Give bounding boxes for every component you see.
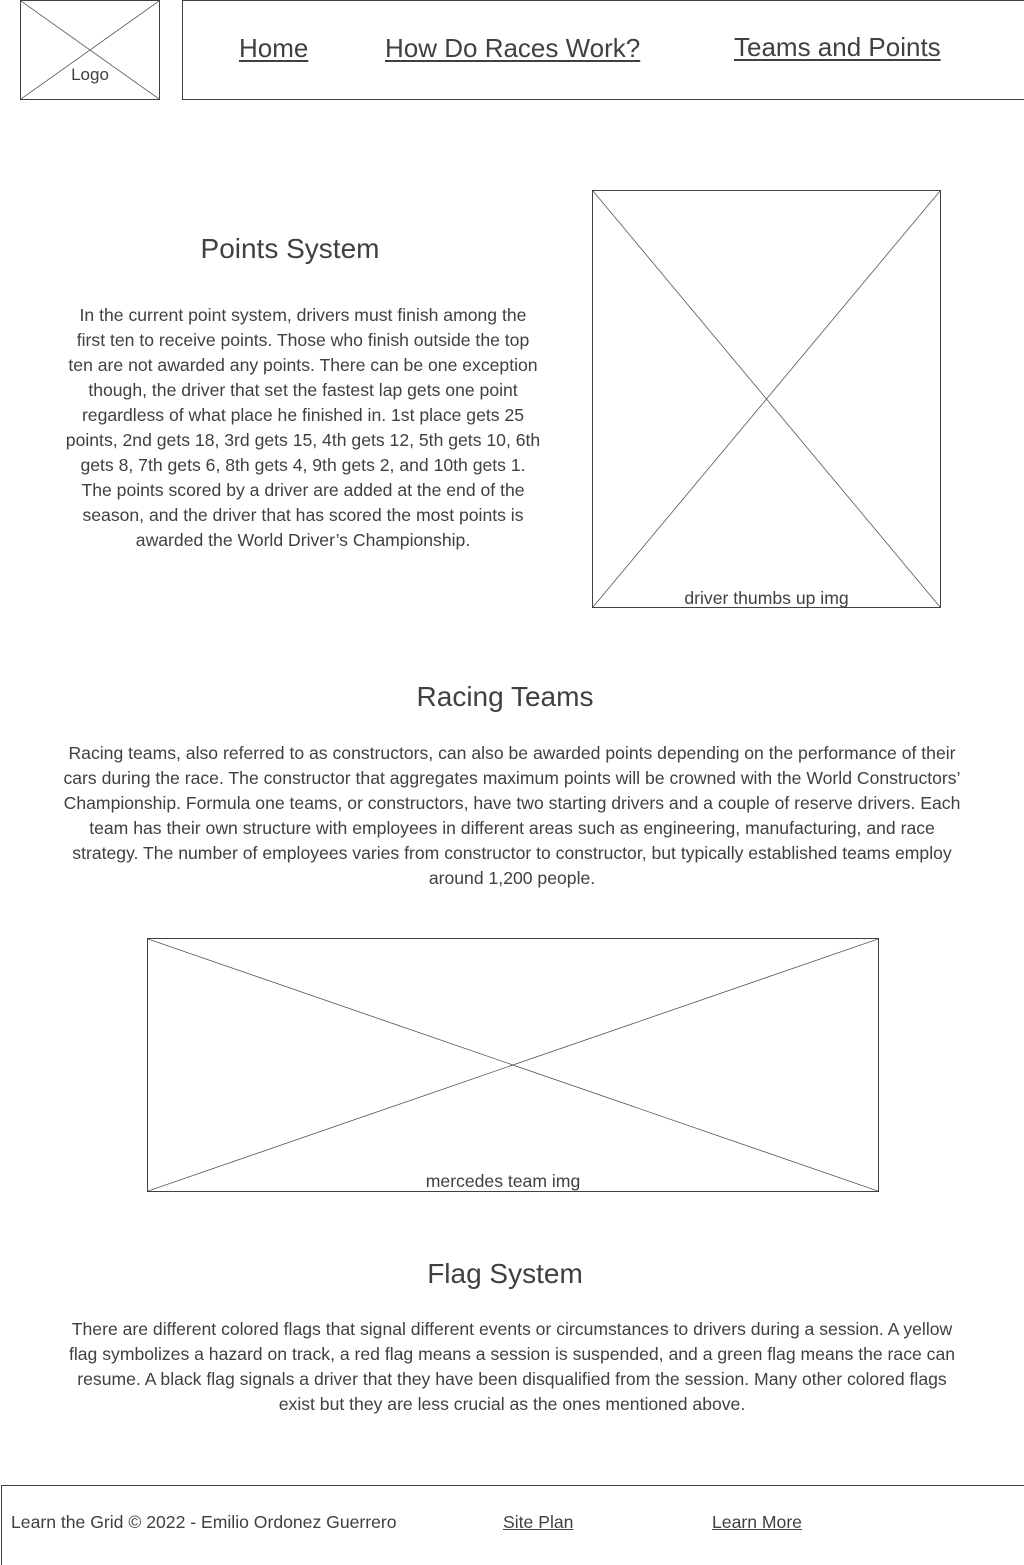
nav-link-teams-and-points[interactable]: Teams and Points [734, 32, 941, 62]
mercedes-image-caption: mercedes team img [425, 1171, 581, 1191]
logo-placeholder[interactable] [20, 0, 160, 100]
footer-link-learn-more[interactable]: Learn More [712, 1512, 802, 1532]
nav-link-home[interactable]: Home [239, 33, 309, 63]
points-system-text: In the current point system, drivers must finish among the first ten to receive points. Those who finish outside the top ten are not awarded any points. There can be one exception though, the driver that set the fastest lap gets one point regardless of what place he finished in. 1st place gets 25 points, 2nd gets 18, 3rd gets 15, 4th gets 12, 5th gets 10, 6th gets 8, 7th gets 6, 8th gets 4, 9th gets 2, and 10th gets 1. The points scored by a driver are added at the end of the season, and the driver that has scored the most points is awarded the World Driver’s Championship. [65, 305, 541, 550]
image-placeholder-cross-icon [148, 939, 878, 1191]
flag-system-text: There are different colored flags that signal different events or circumstances to drivers during a session. A yellow flag symbolizes a hazard on track, a red flag means a session is suspended, and a green flag means the race can resume. A black flag signals a driver that they have been disqualified from the session. Many other colored flags exist but they are less crucial as the ones mentioned above. [68, 1319, 956, 1414]
nav-link-how-do-races-work[interactable]: How Do Races Work? [385, 33, 641, 63]
footer-copyright: Learn the Grid © 2022 - Emilio Ordonez Guerrero [11, 1512, 397, 1532]
image-placeholder-cross-icon [593, 191, 940, 607]
driver-image-placeholder [592, 190, 941, 608]
footer-link-site-plan[interactable]: Site Plan [503, 1512, 574, 1532]
mercedes-team-image-placeholder [147, 938, 879, 1192]
racing-teams-text: Racing teams, also referred to as constructors, can also be awarded points depending on the performance of their cars during the race. The constructor that aggregates maximum points will be crowned with the World Constructors’ Championship. Formula one teams, or constructors, have two starting drivers and a couple of reserve drivers. Each team has their own structure with employees in different areas such as engineering, manufacturing, and race strategy. The number of employees varies from constructor to constructor, but typically established teams employ around 1,200 people. [63, 743, 961, 888]
flag-system-heading: Flag System [427, 1258, 583, 1289]
logo-label: Logo [71, 65, 109, 84]
points-system-heading: Points System [200, 233, 380, 264]
racing-teams-heading: Racing Teams [416, 681, 594, 712]
driver-image-caption: driver thumbs up img [684, 588, 849, 608]
